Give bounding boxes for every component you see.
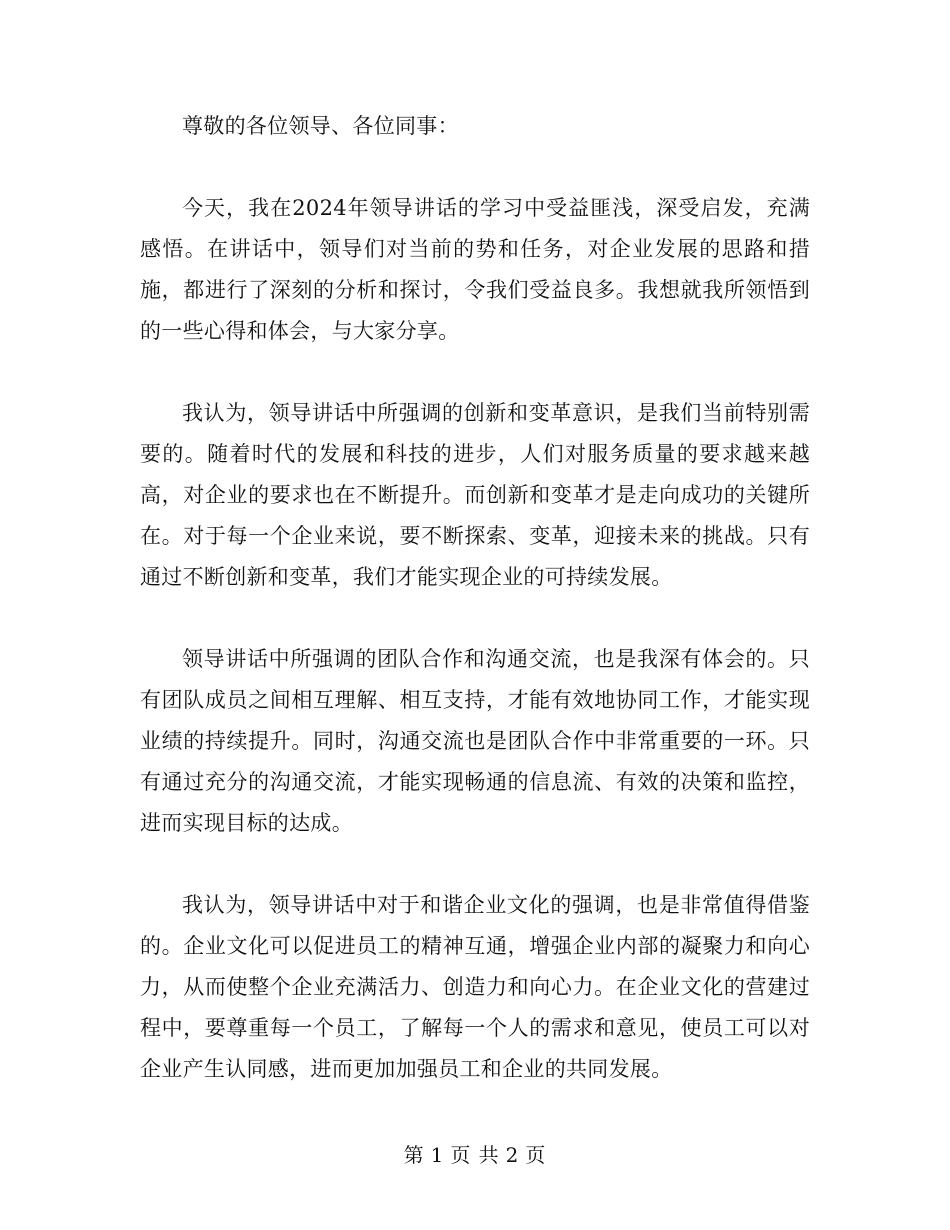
paragraph-4: 我认为，领导讲话中对于和谐企业文化的强调，也是非常值得借鉴的。企业文化可以促进员工的精神互通，增强企业内部的凝聚力和向心力，从而使整个企业充满活力、创造力和向心力。在企业文化的营建过程中，要尊重每一个员工，了解每一个人的需求和意见，使员工可以对企业产生认同感，进而更加加强员工和企业的共同发展。 bbox=[140, 893, 810, 1081]
page-label-prefix: 第 bbox=[403, 1143, 425, 1167]
page-label-mid: 页 共 bbox=[450, 1143, 500, 1167]
page-label-suffix: 页 bbox=[525, 1143, 547, 1167]
total-pages-number: 2 bbox=[505, 1143, 520, 1167]
current-page-number: 1 bbox=[430, 1143, 445, 1167]
page-footer bbox=[0, 1141, 950, 1169]
salutation: 尊敬的各位领导、各位同事： bbox=[182, 114, 459, 138]
paragraph-2: 我认为，领导讲话中所强调的创新和变革意识，是我们当前特别需要的。随着时代的发展和科技的进步，人们对服务质量的要求越来越高，对企业的要求也在不断提升。而创新和变革才是走向成功的关键所在。对于每一个企业来说，要不断探索、变革，迎接未来的挑战。只有通过不断创新和变革，我们才能实现企业的可持续发展。 bbox=[140, 401, 810, 589]
paragraph-3: 领导讲话中所强调的团队合作和沟通交流，也是我深有体会的。只有团队成员之间相互理解、相互支持，才能有效地协同工作，才能实现业绩的持续提升。同时，沟通交流也是团队合作中非常重要的一环。只有通过充分的沟通交流，才能实现畅通的信息流、有效的决策和监控，进而实现目标的达成。 bbox=[140, 647, 810, 835]
document-body bbox=[140, 106, 810, 1090]
paragraph-1: 今天，我在2024年领导讲话的学习中受益匪浅，深受启发，充满感悟。在讲话中，领导们对当前的势和任务，对企业发展的思路和措施，都进行了深刻的分析和探讨，令我们受益良多。我想就我所领悟到的一些心得和体会，与大家分享。 bbox=[140, 196, 810, 343]
